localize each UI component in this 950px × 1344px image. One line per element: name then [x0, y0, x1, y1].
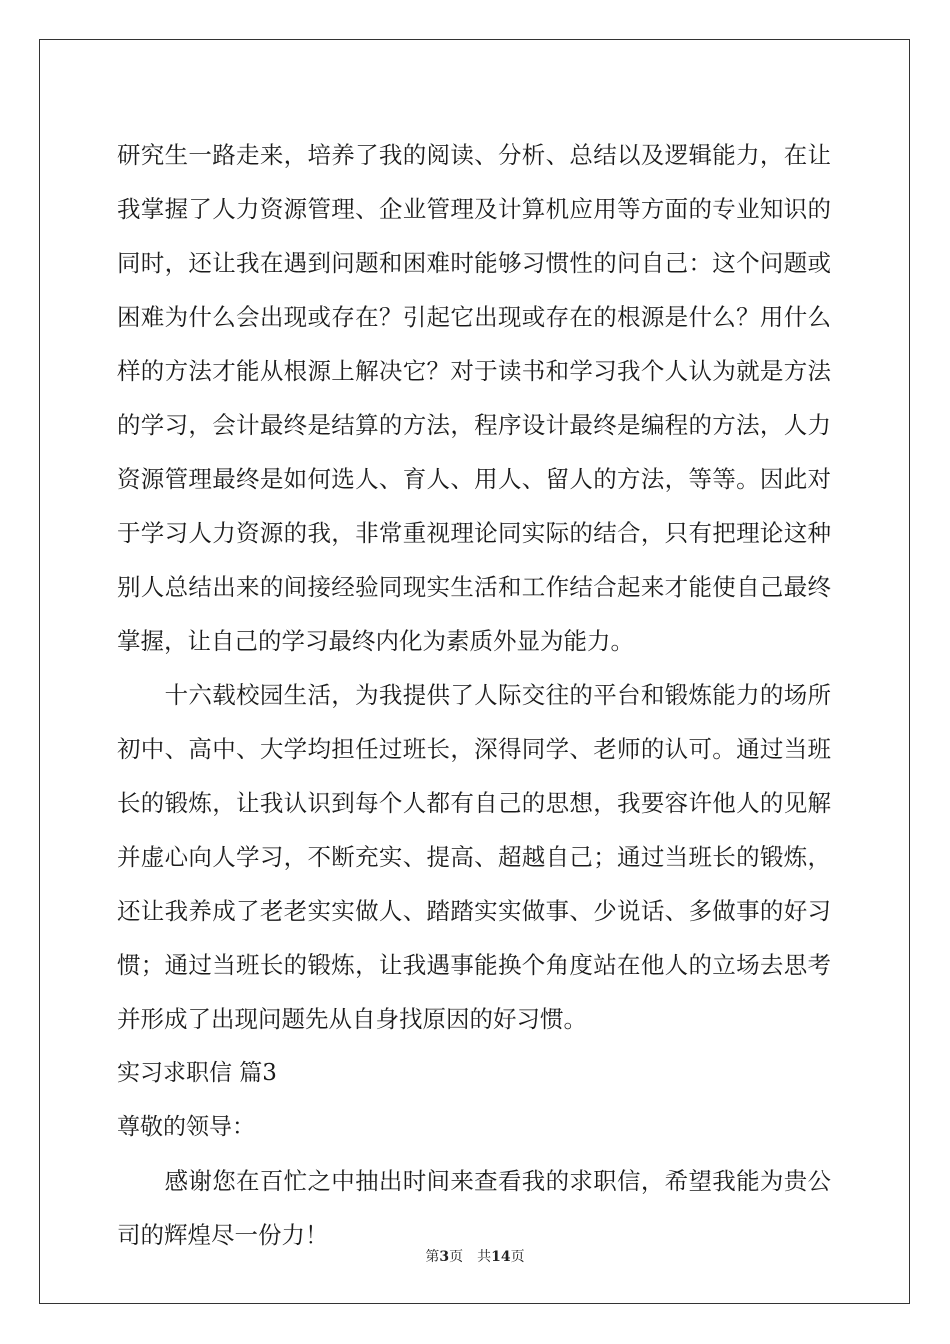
total-prefix: 共 — [477, 1249, 492, 1265]
page-suffix: 页 — [449, 1249, 464, 1265]
document-body — [117, 128, 831, 1262]
text-line: 并形成了出现问题先从自身找原因的好习惯。 — [117, 1005, 587, 1033]
page-current: 3 — [439, 1249, 450, 1265]
text-line: 别人总结出来的间接经验同现实生活和工作结合起来才能使自己最终 — [117, 573, 831, 601]
paragraph-2 — [117, 668, 831, 1046]
text-line: 困难为什么会出现或存在？引起它出现或存在的根源是什么？用什么 — [117, 303, 831, 331]
text-line: 研究生一路走来，培养了我的阅读、分析、总结以及逻辑能力，在让 — [117, 141, 831, 169]
text-line: 同时，还让我在遇到问题和困难时能够习惯性的问自己：这个问题或 — [117, 249, 831, 277]
text-line: 样的方法才能从根源上解决它？对于读书和学习我个人认为就是方法 — [117, 357, 831, 385]
paragraph-3 — [117, 1154, 831, 1262]
text-line: 资源管理最终是如何选人、育人、用人、留人的方法，等等。因此对 — [117, 465, 831, 493]
text-line: 惯；通过当班长的锻炼，让我遇事能换个角度站在他人的立场去思考 — [117, 951, 831, 979]
page-total: 14 — [491, 1249, 511, 1265]
text-line: 并虚心向人学习，不断充实、提高、超越自己；通过当班长的锻炼， — [117, 843, 831, 871]
section-title: 实习求职信 篇3 — [117, 1060, 277, 1086]
page-footer — [0, 1248, 950, 1266]
text-line: 我掌握了人力资源管理、企业管理及计算机应用等方面的专业知识的 — [117, 195, 831, 223]
text-line: 十六载校园生活，为我提供了人际交往的平台和锻炼能力的场所 — [117, 681, 831, 709]
text-line: 初中、高中、大学均担任过班长，深得同学、老师的认可。通过当班 — [117, 735, 831, 763]
text-line: 长的锻炼，让我认识到每个人都有自己的思想，我要容许他人的见解 — [117, 789, 831, 817]
total-suffix: 页 — [510, 1249, 525, 1265]
text-line: 感谢您在百忙之中抽出时间来查看我的求职信，希望我能为贵公 — [117, 1167, 831, 1195]
text-line: 司的辉煌尽一份力！ — [117, 1221, 329, 1249]
text-line: 还让我养成了老老实实做人、踏踏实实做事、少说话、多做事的好习 — [117, 897, 831, 925]
text-line: 于学习人力资源的我，非常重视理论同实际的结合，只有把理论这种 — [117, 519, 831, 547]
page-prefix: 第 — [425, 1249, 440, 1265]
text-line: 掌握，让自己的学习最终内化为素质外显为能力。 — [117, 627, 634, 655]
paragraph-1 — [117, 128, 831, 668]
salutation: 尊敬的领导： — [117, 1114, 255, 1140]
text-line: 的学习，会计最终是结算的方法，程序设计最终是编程的方法，人力 — [117, 411, 831, 439]
